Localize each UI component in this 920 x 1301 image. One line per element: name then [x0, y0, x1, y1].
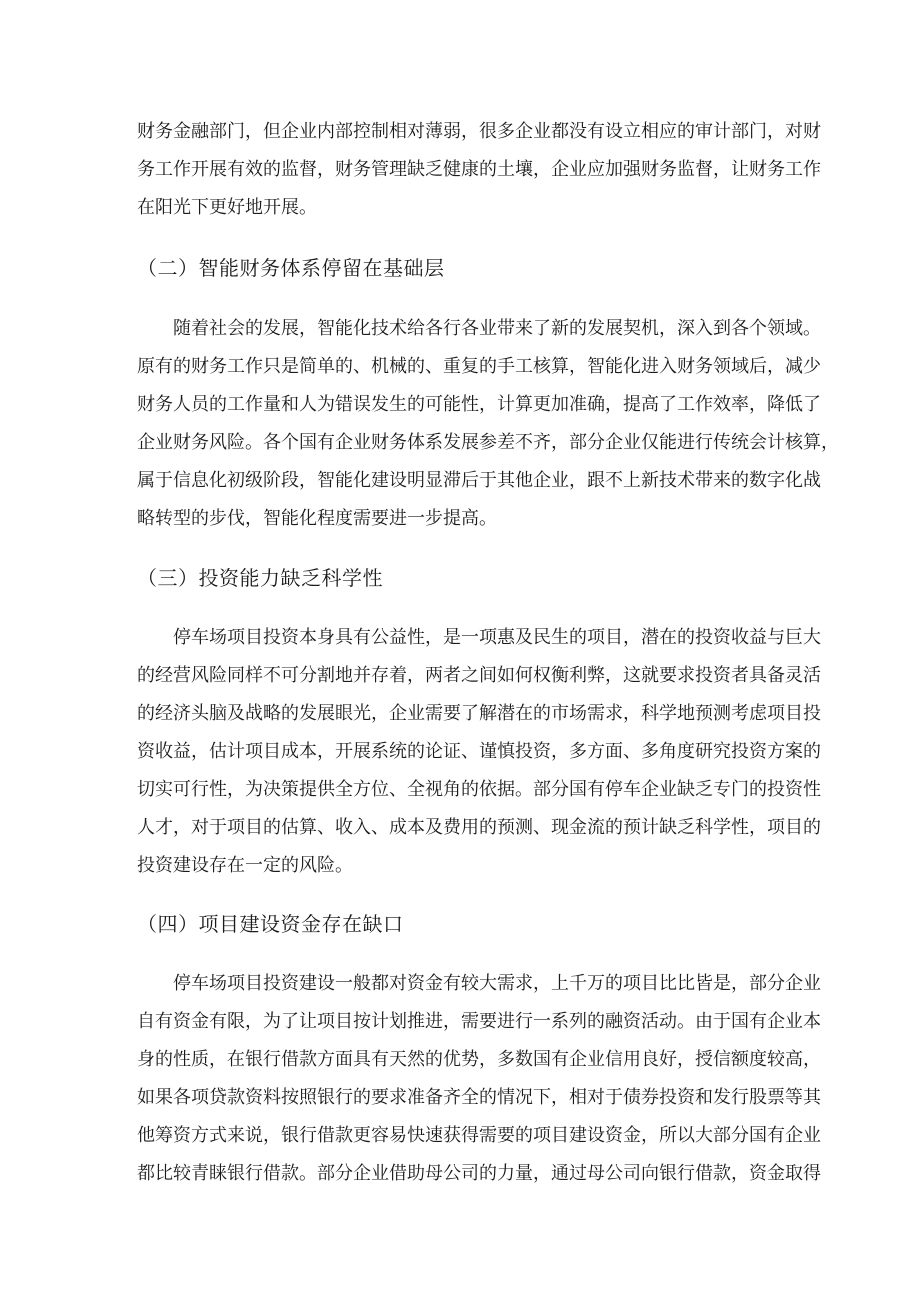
- paragraph-line: 在阳光下更好地开展。: [137, 197, 317, 218]
- paragraph-line: 停车场项目投资本身具有公益性，是一项惠及民生的项目，潜在的投资收益与巨大: [137, 627, 821, 648]
- paragraph-line: 的经济头脑及战略的发展眼光，企业需要了解潜在的市场需求，科学地预测考虑项目投: [137, 703, 821, 724]
- section-heading: （三）投资能力缺乏科学性: [137, 566, 383, 590]
- paragraph-line: 人才，对于项目的估算、收入、成本及费用的预测、现金流的预计缺乏科学性，项目的: [137, 817, 821, 838]
- paragraph-line: 属于信息化初级阶段，智能化建设明显滞后于其他企业，跟不上新技术带来的数字化战: [137, 470, 821, 491]
- paragraph-line: 的经营风险同样不可分割地并存着，两者之间如何权衡利弊，这就要求投资者具备灵活: [137, 665, 821, 686]
- paragraph-line: 随着社会的发展，智能化技术给各行各业带来了新的发展契机，深入到各个领域。: [137, 318, 821, 339]
- paragraph-line: 如果各项贷款资料按照银行的要求准备齐全的情况下，相对于债券投资和发行股票等其: [137, 1087, 821, 1108]
- paragraph-line: 他筹资方式来说，银行借款更容易快速获得需要的项目建设资金，所以大部分国有企业: [137, 1125, 821, 1146]
- paragraph-line: 企业财务风险。各个国有企业财务体系发展参差不齐，部分企业仅能进行传统会计核算，: [137, 432, 839, 453]
- paragraph-line: 财务人员的工作量和人为错误发生的可能性，计算更加准确，提高了工作效率，降低了: [137, 394, 821, 415]
- paragraph-line: 都比较青睐银行借款。部分企业借助母公司的力量，通过母公司向银行借款，资金取得: [137, 1163, 821, 1184]
- paragraph-line: 身的性质，在银行借款方面具有天然的优势，多数国有企业信用良好，授信额度较高，: [137, 1049, 821, 1070]
- paragraph-line: 自有资金有限，为了让项目按计划推进，需要进行一系列的融资活动。由于国有企业本: [137, 1011, 821, 1032]
- paragraph-line: 切实可行性，为决策提供全方位、全视角的依据。部分国有停车企业缺乏专门的投资性: [137, 779, 821, 800]
- section-heading: （四）项目建设资金存在缺口: [137, 912, 404, 936]
- paragraph-line: 财务金融部门，但企业内部控制相对薄弱，很多企业都没有设立相应的审计部门，对财: [137, 121, 821, 142]
- paragraph-line: 投资建设存在一定的风险。: [137, 855, 353, 876]
- paragraph-line: 停车场项目投资建设一般都对资金有较大需求，上千万的项目比比皆是，部分企业: [137, 973, 821, 994]
- paragraph-line: 资收益，估计项目成本，开展系统的论证、谨慎投资，多方面、多角度研究投资方案的: [137, 741, 821, 762]
- paragraph-line: 务工作开展有效的监督，财务管理缺乏健康的土壤，企业应加强财务监督，让财务工作: [137, 159, 821, 180]
- paragraph-line: 略转型的步伐，智能化程度需要进一步提高。: [137, 508, 497, 529]
- paragraph-line: 原有的财务工作只是简单的、机械的、重复的手工核算，智能化进入财务领域后，减少: [137, 356, 821, 377]
- section-heading: （二）智能财务体系停留在基础层: [137, 256, 445, 280]
